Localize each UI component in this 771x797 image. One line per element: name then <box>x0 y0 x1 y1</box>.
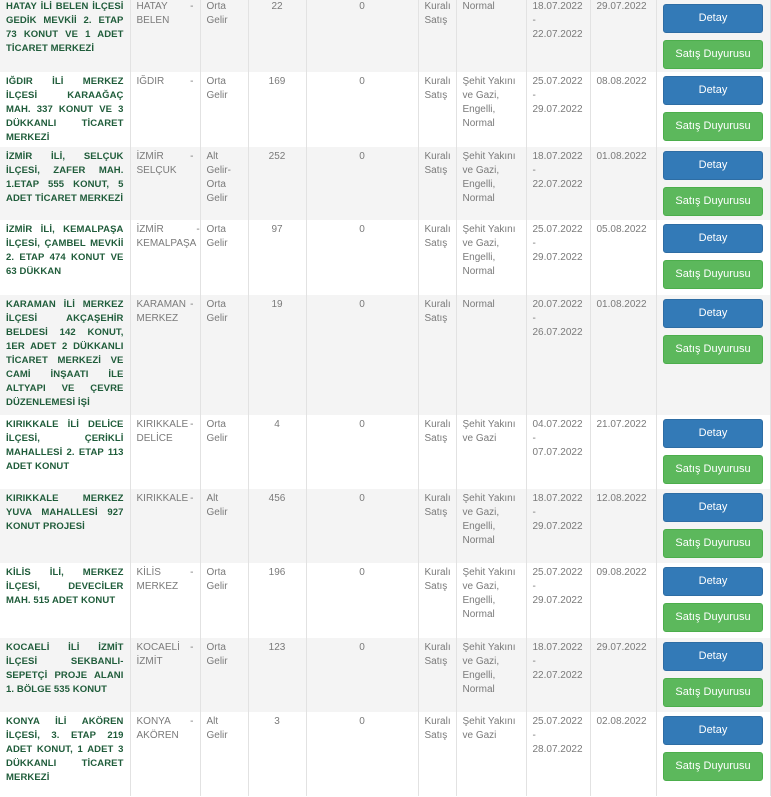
sale-method: Kuralı Satış <box>418 415 456 489</box>
draw-date: 12.08.2022 <box>590 489 656 563</box>
application-count: 0 <box>306 712 418 796</box>
application-count: 0 <box>306 638 418 712</box>
detail-button[interactable]: Detay <box>663 4 763 33</box>
table-row <box>0 220 770 295</box>
location-separator: - <box>190 76 194 87</box>
actions-cell <box>656 0 770 72</box>
location-separator: - <box>190 151 194 162</box>
income-group: Alt Gelir-Orta Gelir <box>200 147 248 220</box>
table-row <box>0 489 770 563</box>
housing-count: 19 <box>248 295 306 415</box>
application-count: 0 <box>306 489 418 563</box>
applicant-category: Şehit Yakını ve Gazi, Engelli, Normal <box>456 147 526 220</box>
sale-method: Kuralı Satış <box>418 712 456 796</box>
detail-button[interactable]: Detay <box>663 716 763 745</box>
table-row <box>0 0 770 72</box>
project-name: KIRIKKALE İLİ DELİCE İLÇESİ, ÇERİKLİ MAHALLESİ 2. ETAP 113 ADET KONUT <box>0 415 130 489</box>
location-cell <box>130 563 200 638</box>
project-name: KOCAELİ İLİ İZMİT İLÇESİ SEKBANLI-SEPETÇİ PROJE ALANI 1. BÖLGE 535 KONUT <box>0 638 130 712</box>
sale-method: Kuralı Satış <box>418 563 456 638</box>
draw-date: 29.07.2022 <box>590 638 656 712</box>
actions-cell <box>656 415 770 489</box>
detail-button[interactable]: Detay <box>663 76 763 105</box>
applicant-category: Şehit Yakını ve Gazi, Engelli, Normal <box>456 563 526 638</box>
detail-button[interactable]: Detay <box>663 224 763 253</box>
application-dates: 20.07.2022 - 26.07.2022 <box>526 295 590 415</box>
location-separator: - <box>190 642 194 653</box>
housing-count: 97 <box>248 220 306 295</box>
applicant-category: Şehit Yakını ve Gazi <box>456 712 526 796</box>
applicant-category: Normal <box>456 295 526 415</box>
draw-date: 05.08.2022 <box>590 220 656 295</box>
housing-count: 3 <box>248 712 306 796</box>
application-dates: 25.07.2022 - 28.07.2022 <box>526 712 590 796</box>
draw-date: 01.08.2022 <box>590 295 656 415</box>
draw-date: 02.08.2022 <box>590 712 656 796</box>
sale-announcement-button[interactable]: Satış Duyurusu <box>663 187 763 216</box>
location-cell <box>130 0 200 72</box>
housing-count: 22 <box>248 0 306 72</box>
location-separator: - <box>190 1 194 12</box>
table-row <box>0 563 770 638</box>
sale-announcement-button[interactable]: Satış Duyurusu <box>663 40 763 69</box>
application-count: 0 <box>306 415 418 489</box>
table-row <box>0 712 770 796</box>
project-name: İZMİR İLİ, SELÇUK İLÇESİ, ZAFER MAH. 1.ETAP 555 KONUT, 5 ADET TİCARET MERKEZİ <box>0 147 130 220</box>
actions-cell <box>656 712 770 796</box>
location-separator: - <box>190 716 194 727</box>
application-count: 0 <box>306 295 418 415</box>
location-name: KOCAELİ İZMİT <box>136 642 180 667</box>
application-dates: 18.07.2022 - 22.07.2022 <box>526 147 590 220</box>
sale-announcement-button[interactable]: Satış Duyurusu <box>663 678 763 707</box>
application-dates: 25.07.2022 - 29.07.2022 <box>526 72 590 147</box>
sale-method: Kuralı Satış <box>418 638 456 712</box>
application-dates: 25.07.2022 - 29.07.2022 <box>526 563 590 638</box>
income-group: Orta Gelir <box>200 220 248 295</box>
location-name: HATAY BELEN <box>136 1 170 26</box>
sale-announcement-button[interactable]: Satış Duyurusu <box>663 603 763 632</box>
draw-date: 09.08.2022 <box>590 563 656 638</box>
sale-method: Kuralı Satış <box>418 489 456 563</box>
location-name: KIRIKKALE DELİCE <box>136 419 189 444</box>
project-name: KARAMAN İLİ MERKEZ İLÇESİ AKÇAŞEHİR BELDESİ 142 KONUT, 1ER ADET 2 DÜKKANLI TİCARET MERKEZİ VE CAMİ İNŞAATI İLE ALTYAPI VE ÇEVRE DÜZENLEMESİ İŞİ <box>0 295 130 415</box>
actions-cell <box>656 295 770 415</box>
location-name: KİLİS MERKEZ <box>136 567 179 592</box>
project-name: KIRIKKALE MERKEZ YUVA MAHALLESİ 927 KONUT PROJESİ <box>0 489 130 563</box>
income-group: Orta Gelir <box>200 295 248 415</box>
location-separator: - <box>190 419 194 430</box>
application-dates: 25.07.2022 - 29.07.2022 <box>526 220 590 295</box>
application-count: 0 <box>306 220 418 295</box>
location-cell <box>130 220 200 295</box>
sale-announcement-button[interactable]: Satış Duyurusu <box>663 112 763 141</box>
table-row <box>0 147 770 220</box>
location-separator: - <box>190 567 194 578</box>
actions-cell <box>656 489 770 563</box>
location-name: İZMİR SELÇUK <box>136 151 177 176</box>
application-count: 0 <box>306 147 418 220</box>
table-row <box>0 415 770 489</box>
location-name: KONYA AKÖREN <box>136 716 179 741</box>
application-dates: 18.07.2022 - 29.07.2022 <box>526 489 590 563</box>
applicant-category: Şehit Yakını ve Gazi, Engelli, Normal <box>456 72 526 147</box>
location-cell <box>130 295 200 415</box>
project-name: KONYA İLİ AKÖREN İLÇESİ, 3. ETAP 219 ADET KONUT, 1 ADET 3 DÜKKANLI TİCARET MERKEZİ <box>0 712 130 796</box>
housing-count: 196 <box>248 563 306 638</box>
housing-count: 252 <box>248 147 306 220</box>
housing-count: 4 <box>248 415 306 489</box>
applicant-category: Şehit Yakını ve Gazi, Engelli, Normal <box>456 489 526 563</box>
applicant-category: Şehit Yakını ve Gazi, Engelli, Normal <box>456 638 526 712</box>
sale-announcement-button[interactable]: Satış Duyurusu <box>663 335 763 364</box>
applicant-category: Şehit Yakını ve Gazi, Engelli, Normal <box>456 220 526 295</box>
sale-method: Kuralı Satış <box>418 147 456 220</box>
income-group: Orta Gelir <box>200 563 248 638</box>
detail-button[interactable]: Detay <box>663 567 763 596</box>
application-count: 0 <box>306 0 418 72</box>
location-separator: - <box>196 224 200 235</box>
table-row <box>0 295 770 415</box>
location-name: İZMİR KEMALPAŞA <box>136 224 197 249</box>
location-cell <box>130 415 200 489</box>
project-name: İZMİR İLİ, KEMALPAŞA İLÇESİ, ÇAMBEL MEVKİİ 2. ETAP 474 KONUT VE 63 DÜKKAN <box>0 220 130 295</box>
application-count: 0 <box>306 563 418 638</box>
sale-announcement-button[interactable]: Satış Duyurusu <box>663 752 763 781</box>
location-name: KARAMAN MERKEZ <box>136 299 186 324</box>
income-group: Orta Gelir <box>200 72 248 147</box>
actions-cell <box>656 72 770 147</box>
application-count: 0 <box>306 72 418 147</box>
detail-button[interactable]: Detay <box>663 419 763 448</box>
draw-date: 21.07.2022 <box>590 415 656 489</box>
housing-count: 456 <box>248 489 306 563</box>
applicant-category: Şehit Yakını ve Gazi <box>456 415 526 489</box>
location-name: IĞDIR <box>136 76 165 87</box>
draw-date: 29.07.2022 <box>590 0 656 72</box>
housing-count: 123 <box>248 638 306 712</box>
location-separator: - <box>190 299 194 310</box>
location-cell <box>130 712 200 796</box>
detail-button[interactable]: Detay <box>663 151 763 180</box>
actions-cell <box>656 147 770 220</box>
location-name: KIRIKKALE <box>136 493 189 504</box>
project-name: KİLİS İLİ, MERKEZ İLÇESİ, DEVECİLER MAH. 515 ADET KONUT <box>0 563 130 638</box>
sale-method: Kuralı Satış <box>418 220 456 295</box>
project-name: HATAY İLİ BELEN İLÇESİ GEDİK MEVKİİ 2. ETAP 73 KONUT VE 1 ADET TİCARET MERKEZİ <box>0 0 130 72</box>
income-group: Orta Gelir <box>200 638 248 712</box>
project-name: IĞDIR İLİ MERKEZ İLÇESİ KARAAĞAÇ MAH. 337 KONUT VE 3 DÜKKANLI TİCARET MERKEZİ <box>0 72 130 147</box>
income-group: Orta Gelir <box>200 415 248 489</box>
sale-method: Kuralı Satış <box>418 295 456 415</box>
location-cell <box>130 147 200 220</box>
actions-cell <box>656 638 770 712</box>
sale-method: Kuralı Satış <box>418 0 456 72</box>
sale-announcement-button[interactable]: Satış Duyurusu <box>663 260 763 289</box>
location-cell <box>130 638 200 712</box>
sale-method: Kuralı Satış <box>418 72 456 147</box>
location-cell <box>130 489 200 563</box>
income-group: Orta Gelir <box>200 0 248 72</box>
draw-date: 08.08.2022 <box>590 72 656 147</box>
income-group: Alt Gelir <box>200 712 248 796</box>
actions-cell <box>656 220 770 295</box>
table-row <box>0 72 770 147</box>
housing-count: 169 <box>248 72 306 147</box>
application-dates: 18.07.2022 - 22.07.2022 <box>526 638 590 712</box>
table-row <box>0 638 770 712</box>
detail-button[interactable]: Detay <box>663 299 763 328</box>
sale-announcement-button[interactable]: Satış Duyurusu <box>663 455 763 484</box>
application-dates: 04.07.2022 - 07.07.2022 <box>526 415 590 489</box>
income-group: Alt Gelir <box>200 489 248 563</box>
applicant-category: Normal <box>456 0 526 72</box>
location-separator: - <box>190 493 194 504</box>
detail-button[interactable]: Detay <box>663 642 763 671</box>
sale-announcement-button[interactable]: Satış Duyurusu <box>663 529 763 558</box>
draw-date: 01.08.2022 <box>590 147 656 220</box>
application-dates: 18.07.2022 - 22.07.2022 <box>526 0 590 72</box>
actions-cell <box>656 563 770 638</box>
detail-button[interactable]: Detay <box>663 493 763 522</box>
location-cell <box>130 72 200 147</box>
